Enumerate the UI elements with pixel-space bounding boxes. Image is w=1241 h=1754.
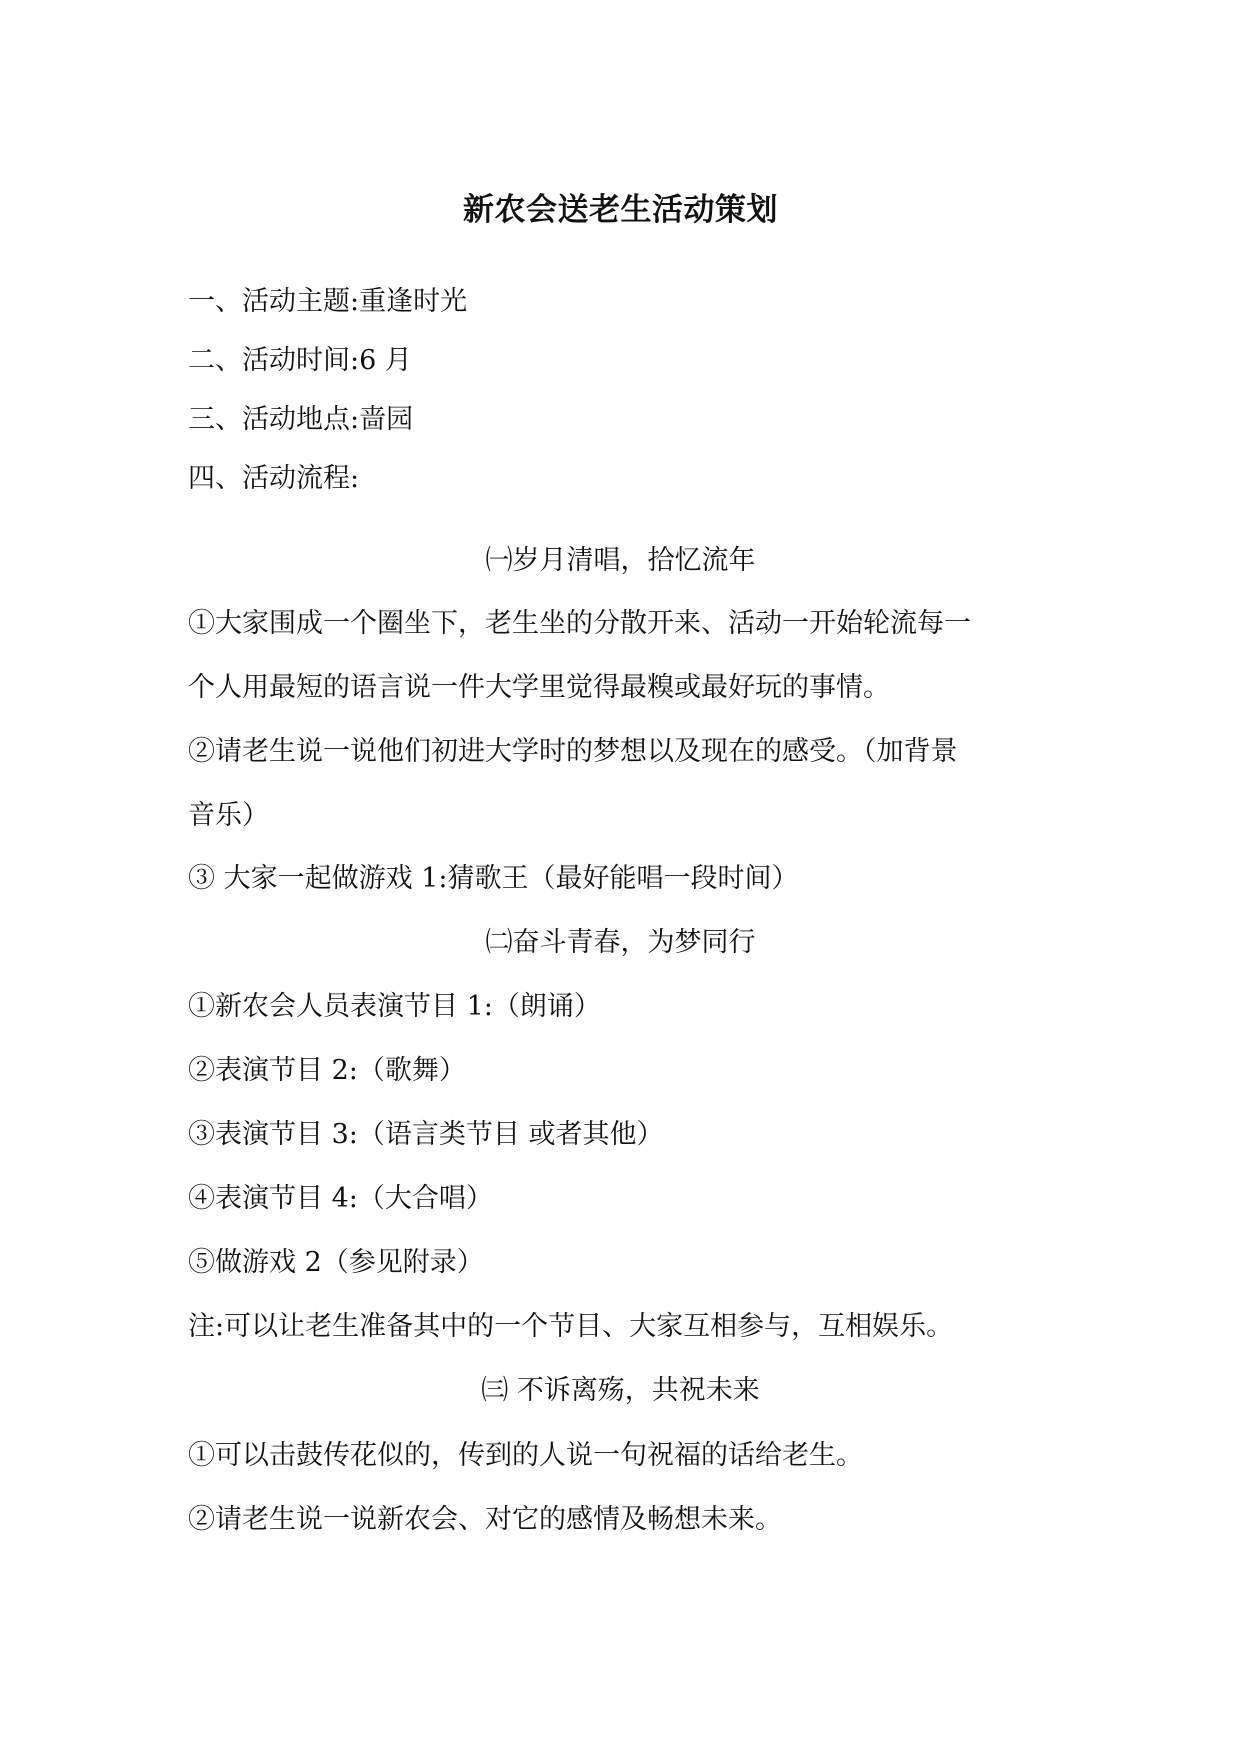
section-3-heading: ㈢ 不诉离殇，共祝未来 xyxy=(481,1375,760,1406)
section-2-item-4: ④表演节目 4:（大合唱） xyxy=(188,1183,493,1214)
section-1-item-3: ③ 大家一起做游戏 1:猜歌王（最好能唱一段时间） xyxy=(188,863,799,894)
section-2-item-2: ②表演节目 2:（歌舞） xyxy=(188,1055,466,1086)
section-2-item-3: ③表演节目 3:（语言类节目 或者其他） xyxy=(188,1119,664,1150)
section-1-item-1: ①大家围成一个圈坐下，老生坐的分散开来、活动一开始轮流每一 xyxy=(188,608,971,639)
section-2-item-5: ⑤做游戏 2（参见附录） xyxy=(188,1247,484,1278)
activity-theme-line: 一、活动主题:重逢时光 xyxy=(188,286,468,317)
activity-time-line: 二、活动时间:6 月 xyxy=(188,345,412,376)
section-2-item-1: ①新农会人员表演节目 1:（朗诵） xyxy=(188,991,601,1022)
document-title: 新农会送老生活动策划 xyxy=(463,192,778,228)
activity-location-line: 三、活动地点:啬园 xyxy=(188,404,414,435)
section-1-item-1-cont: 个人用最短的语言说一件大学里觉得最糗或最好玩的事情。 xyxy=(188,672,890,703)
section-1-item-2-cont: 音乐） xyxy=(188,800,269,831)
section-1-heading: ㈠岁月清唱，拾忆流年 xyxy=(485,545,756,576)
activity-process-line: 四、活动流程: xyxy=(188,463,360,494)
section-2-heading: ㈡奋斗青春，为梦同行 xyxy=(485,927,756,958)
section-3-item-2: ②请老生说一说新农会、对它的感情及畅想未来。 xyxy=(188,1504,782,1535)
section-2-note: 注:可以让老生准备其中的一个节目、大家互相参与，互相娱乐。 xyxy=(188,1311,954,1342)
section-1-item-2: ②请老生说一说他们初进大学时的梦想以及现在的感受。（加背景 xyxy=(188,736,958,767)
section-3-item-1: ①可以击鼓传花似的，传到的人说一句祝福的话给老生。 xyxy=(188,1440,863,1471)
